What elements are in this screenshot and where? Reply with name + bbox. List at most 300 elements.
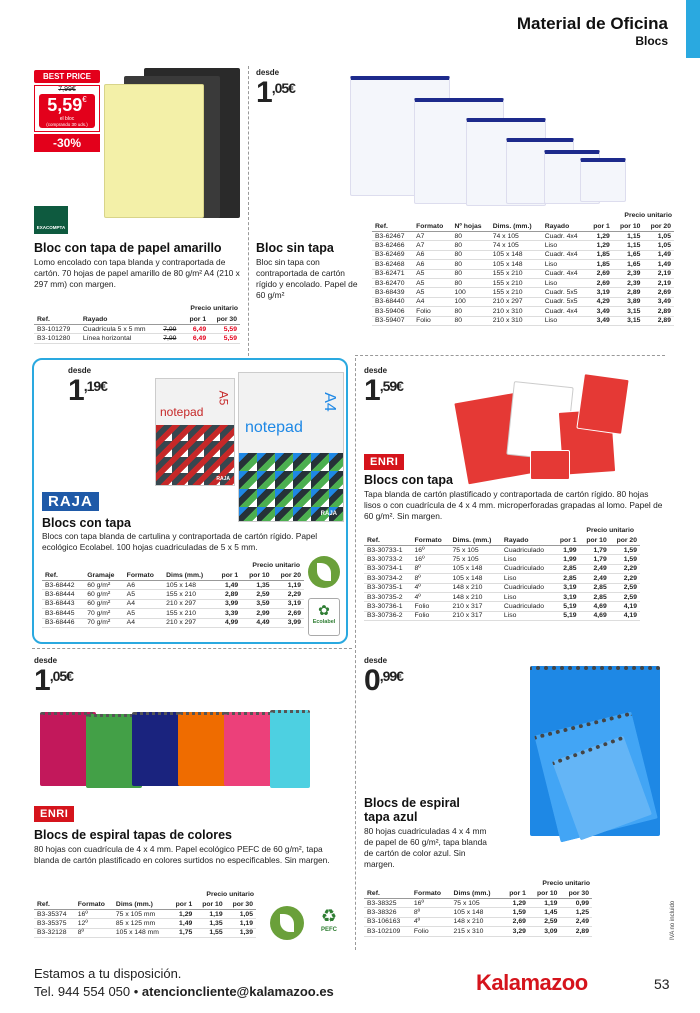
product-desc: 80 hojas cuadriculadas 4 x 4 mm de papel de 60 g/m², tapa blanda de cartón de color azul. Sin margen. (364, 826, 487, 869)
cell: 1,99 (554, 546, 580, 555)
cell: 155 x 210 (163, 590, 214, 599)
cell: B3-62470 (372, 278, 413, 287)
col-header: por 30 (226, 900, 256, 910)
cell: 1,85 (587, 260, 613, 269)
col-header: Formato (124, 571, 163, 581)
cell: 1,29 (587, 241, 613, 250)
cell: B3-35374 (34, 910, 75, 919)
desde-label: desde (34, 656, 58, 665)
cell: 155 x 210 (163, 609, 214, 618)
notepad-size: A4 (321, 392, 339, 412)
cell: A5 (413, 288, 451, 297)
cell: 2,89 (214, 590, 241, 599)
cell: 1,49 (214, 581, 241, 590)
table-row (364, 611, 640, 620)
cell: B3-59407 (372, 316, 413, 325)
cell: 1,85 (587, 250, 613, 259)
col-header: Ref. (42, 571, 84, 581)
cell: B3-30734-1 (364, 564, 412, 573)
cell: A5 (124, 609, 163, 618)
enri-notepads-image (440, 370, 660, 480)
cell: 16º (411, 899, 451, 908)
cell: 4,69 (580, 611, 610, 620)
cell-old-price: 7,99 (160, 325, 182, 334)
cell: 6,49 (183, 334, 209, 343)
table-row (364, 564, 640, 573)
cell: 1,19 (226, 919, 256, 928)
table-row (34, 928, 256, 937)
cell: 5,59 (209, 325, 240, 334)
cell: 12º (75, 919, 113, 928)
cell: A6 (124, 581, 163, 590)
cell: 1,65 (613, 250, 644, 259)
table-row (42, 581, 304, 590)
notepads-image (350, 70, 670, 210)
cell: B3-30734-2 (364, 574, 412, 583)
cell: 1,25 (560, 908, 592, 917)
cell: 2,69 (587, 278, 613, 287)
col-header: por 30 (560, 889, 592, 899)
table-row (364, 899, 592, 908)
cell: Cuadriculado (501, 564, 554, 573)
cell: Línea horizontal (80, 334, 160, 343)
cell: B3-38325 (364, 899, 411, 908)
cell: B3-68443 (42, 599, 84, 608)
cell: 105 x 148 (490, 250, 542, 259)
table-row (364, 602, 640, 611)
table-row (364, 927, 592, 936)
cell: 1,59 (610, 555, 640, 564)
cell: 155 x 210 (490, 278, 542, 287)
cell: 1,55 (195, 928, 225, 937)
table-row (364, 555, 640, 564)
cell: 148 x 210 (450, 592, 501, 601)
col-header: Formato (412, 536, 450, 546)
cell: 2,85 (580, 583, 610, 592)
cell: Liso (501, 611, 554, 620)
cell: 148 x 210 (450, 583, 501, 592)
cell: 8º (412, 574, 450, 583)
cell: B3-30735-1 (364, 583, 412, 592)
cell: Folio (412, 611, 450, 620)
col-header: por 20 (610, 536, 640, 546)
table-row (42, 609, 304, 618)
price-dec: ,99€ (379, 668, 403, 684)
cell: 210 x 317 (450, 611, 501, 620)
cell: Liso (501, 574, 554, 583)
cell: 6,49 (183, 325, 209, 334)
ecolabel-icon: ✿ Ecolabel (308, 598, 340, 636)
col-header: Dims (mm.) (113, 900, 169, 910)
cell: B3-30736-1 (364, 602, 412, 611)
cell: 1,29 (169, 910, 195, 919)
cell: 75 x 105 mm (113, 910, 169, 919)
best-price-note: el bloc (59, 116, 75, 122)
price-table (364, 536, 640, 621)
cell: 105 x 148 (451, 908, 502, 917)
col-header: Nº hojas (451, 222, 489, 232)
price-dec: ,59€ (379, 378, 403, 394)
cell: B3-38326 (364, 908, 411, 917)
cell: 155 x 210 (490, 269, 542, 278)
table-row (364, 574, 640, 583)
cell: 1,19 (273, 581, 304, 590)
cell: 2,85 (554, 564, 580, 573)
table-header (364, 536, 640, 546)
cell: 3,99 (273, 618, 304, 627)
cell: 80 (451, 260, 489, 269)
cell: 3,59 (241, 599, 272, 608)
enri-logo: ENRI (34, 806, 74, 822)
cell: 2,59 (241, 590, 272, 599)
pefc-icon: ♻ PEFC (310, 906, 348, 942)
cell: 3,19 (554, 592, 580, 601)
cell: 105 x 148 (450, 574, 501, 583)
price-dec: ,05€ (271, 80, 295, 96)
kalamazoo-logo: Kalamazoo (476, 970, 588, 995)
cell: 3,49 (587, 307, 613, 316)
product-desc: 80 hojas con cuadrícula de 4 x 4 mm. Papel ecológico PEFC de 60 g/m², tapa blanda de cartón plastificado en colores surtidos no especificables. Sin margen. (34, 844, 330, 865)
cell: Liso (542, 241, 587, 250)
cell: 105 x 148 (450, 564, 501, 573)
col-header: por 10 (613, 222, 644, 232)
cell: 16º (412, 555, 450, 564)
cell: 105 x 148 mm (113, 928, 169, 937)
cell: Cuadr. 4x4 (542, 307, 587, 316)
table-row (42, 590, 304, 599)
cell: 1,29 (502, 899, 529, 908)
cell: 5,59 (209, 334, 240, 343)
cell: B3-30733-2 (364, 555, 412, 564)
table-row (372, 288, 674, 297)
cell: 210 x 297 (163, 618, 214, 627)
col-header: por 1 (183, 315, 209, 325)
notepad-brand: RAJA (320, 511, 337, 517)
cell: A6 (413, 250, 451, 259)
best-price-badge (34, 70, 100, 180)
best-price-value: 5,59 (47, 95, 83, 115)
cell: B3-62469 (372, 250, 413, 259)
cell: 74 x 105 (490, 241, 542, 250)
cell: 70 g/m² (84, 609, 123, 618)
cell: 3,49 (587, 316, 613, 325)
cell: Cuadriculado (501, 602, 554, 611)
cell: 1,05 (643, 241, 674, 250)
cell: B3-102109 (364, 927, 411, 936)
cell: 0,99 (560, 899, 592, 908)
product-title: Blocs de espiral tapas de colores (34, 828, 232, 842)
cell: 2,89 (613, 288, 644, 297)
table-row (364, 592, 640, 601)
cell: 2,39 (613, 269, 644, 278)
price-table (372, 222, 674, 326)
cell: A4 (124, 599, 163, 608)
col-header: por 20 (273, 571, 304, 581)
divider (32, 648, 352, 649)
color-spiral-notebooks-image (40, 706, 310, 796)
page-number: 53 (654, 976, 670, 992)
exacompta-logo (34, 206, 68, 234)
cell: 80 (451, 316, 489, 325)
cell: B3-30736-2 (364, 611, 412, 620)
desde-label: desde (68, 366, 92, 375)
col-header: Ref. (34, 315, 80, 325)
blue-spiral-notebooks-image (500, 662, 670, 842)
product-title: Blocs con tapa (364, 473, 453, 487)
table-row (372, 241, 674, 250)
divider (355, 358, 356, 648)
cell: 8º (412, 564, 450, 573)
divider (248, 66, 249, 356)
price-dec: ,19€ (83, 378, 107, 394)
cell: 1,49 (169, 919, 195, 928)
cell: 1,79 (580, 546, 610, 555)
product-title: Blocs de espiral tapa azul (364, 796, 460, 824)
page-subtitle: Blocs (635, 34, 668, 48)
cell: Folio (412, 602, 450, 611)
ecolabel-text: Ecolabel (312, 619, 336, 625)
cell: 2,59 (610, 592, 640, 601)
col-header: por 30 (209, 315, 240, 325)
cell: B3-35375 (34, 919, 75, 928)
cell: 215 x 310 (451, 927, 502, 936)
cell: 100 (451, 288, 489, 297)
cell: Folio (413, 307, 451, 316)
cell: B3-68446 (42, 618, 84, 627)
price-table (34, 900, 256, 938)
cell: 105 x 148 (490, 260, 542, 269)
cell: 2,89 (643, 307, 674, 316)
cell: 1,59 (610, 546, 640, 555)
footer-contact (34, 984, 334, 999)
cell: 3,15 (613, 307, 644, 316)
col-header: por 10 (580, 536, 610, 546)
cell: 2,69 (643, 288, 674, 297)
desde-label: desde (364, 656, 388, 665)
cell: 16º (412, 546, 450, 555)
col-header: Dims (mm.) (451, 889, 502, 899)
cell: 105 x 148 (163, 581, 214, 590)
page-title: Material de Oficina (516, 14, 668, 33)
col-header: Formato (413, 222, 451, 232)
cell: 3,49 (643, 297, 674, 306)
cell: 210 x 297 (490, 297, 542, 306)
cell: A5 (413, 269, 451, 278)
footer-phone: Tel. 944 554 050 • (34, 984, 142, 999)
cell: A4 (413, 297, 451, 306)
cell: Liso (501, 555, 554, 564)
cell: 1,59 (502, 908, 529, 917)
cell: 85 x 125 mm (113, 919, 169, 928)
product-title: Bloc sin tapa (256, 241, 334, 255)
cell: Cuadr. 4x4 (542, 232, 587, 241)
cell: 1,49 (643, 250, 674, 259)
cell: A7 (413, 232, 451, 241)
price-int: 1 (364, 374, 380, 407)
col-header: por 1 (502, 889, 529, 899)
cell: B3-68442 (42, 581, 84, 590)
col-header: Rayado (542, 222, 587, 232)
price-from (364, 374, 403, 408)
cell: Cuadrícula 5 x 5 mm (80, 325, 160, 334)
cell: 3,19 (587, 288, 613, 297)
notepad-size: A5 (216, 390, 231, 406)
table-row (372, 278, 674, 287)
cell: 1,35 (241, 581, 272, 590)
cell-old-price: 7,99 (160, 334, 182, 343)
cell: 60 g/m² (84, 581, 123, 590)
cell: B3-62471 (372, 269, 413, 278)
col-header: Formato (411, 889, 451, 899)
cell: 8º (411, 908, 451, 917)
price-dec: ,05€ (49, 668, 73, 684)
cell: 1,19 (529, 899, 561, 908)
cell: Cuadriculado (501, 546, 554, 555)
table-header (372, 222, 674, 232)
cell: 60 g/m² (84, 599, 123, 608)
best-price-currency: € (82, 95, 87, 104)
table-row (34, 334, 240, 343)
cell: 1,05 (643, 232, 674, 241)
cell: 80 (451, 250, 489, 259)
cell: 1,19 (195, 910, 225, 919)
table-row (42, 599, 304, 608)
table-row (364, 546, 640, 555)
eco-leaf-icon (308, 556, 340, 588)
cell: Cuadriculado (501, 583, 554, 592)
cell: 4,99 (214, 618, 241, 627)
col-header: Ref. (364, 536, 412, 546)
cell: 80 (451, 232, 489, 241)
table-row (34, 919, 256, 928)
cell: 2,85 (580, 592, 610, 601)
cell: 1,05 (226, 910, 256, 919)
product-desc: Lomo encolado con tapa blanda y contraportada de cartón. 70 hojas de papel amarillo de 80 g/m² A4 (210 x 297 mm) con margen. (34, 257, 240, 289)
table-row (372, 260, 674, 269)
cell: 70 g/m² (84, 618, 123, 627)
table-header (34, 315, 240, 325)
notepad-label: notepad (160, 405, 204, 419)
best-price-old: 7,99€ (58, 86, 76, 93)
notepad-a4-image (238, 372, 344, 522)
col-header: por 1 (554, 536, 580, 546)
cell: 5,19 (554, 602, 580, 611)
cell: B3-32128 (34, 928, 75, 937)
cell: 2,19 (643, 278, 674, 287)
cell: Liso (542, 278, 587, 287)
cell: 3,19 (273, 599, 304, 608)
cell: Cuadr. 5x5 (542, 297, 587, 306)
cell: 80 (451, 241, 489, 250)
price-from (34, 664, 73, 698)
cell: 60 g/m² (84, 590, 123, 599)
cell: 1,49 (643, 260, 674, 269)
table-row (34, 325, 240, 334)
cell: 80 (451, 269, 489, 278)
cell: Liso (501, 592, 554, 601)
best-price-note2: (comprando 30 uds.) (46, 122, 88, 127)
cell: Folio (411, 927, 451, 936)
cell: 75 x 105 (451, 899, 502, 908)
discount-badge: -30% (34, 134, 100, 152)
cell: 2,59 (610, 583, 640, 592)
cell: 4º (412, 583, 450, 592)
exacompta-text: EXACOMPTA (36, 225, 66, 230)
cell: 16º (75, 910, 113, 919)
cell: A5 (413, 278, 451, 287)
cell: 210 x 297 (163, 599, 214, 608)
col-header: por 10 (195, 900, 225, 910)
price-int: 0 (364, 664, 380, 697)
price-from (256, 76, 295, 110)
cell: 3,09 (529, 927, 561, 936)
price-unit-label: Precio unitario (624, 212, 672, 219)
cell: 1,35 (195, 919, 225, 928)
cell: 2,69 (502, 917, 529, 926)
cell: 1,15 (613, 241, 644, 250)
cell: 2,29 (610, 564, 640, 573)
cell: Liso (542, 316, 587, 325)
cell: A4 (124, 618, 163, 627)
cell: 2,49 (580, 574, 610, 583)
cell: 3,89 (613, 297, 644, 306)
cell: 2,49 (580, 564, 610, 573)
cell: B3-68444 (42, 590, 84, 599)
col-header: por 1 (214, 571, 241, 581)
cell: 148 x 210 (451, 917, 502, 926)
cell: 3,39 (214, 609, 241, 618)
col-header: Ref. (372, 222, 413, 232)
footer-email[interactable]: atencioncliente@kalamazoo.es (141, 984, 334, 999)
col-header: Rayado (80, 315, 160, 325)
col-header: por 1 (169, 900, 195, 910)
cell: 3,19 (554, 583, 580, 592)
notepad-a5-image (155, 378, 235, 486)
cell: Cuadr. 5x5 (542, 288, 587, 297)
enri-logo: ENRI (364, 454, 404, 470)
product-title: Blocs con tapa (42, 516, 131, 530)
cell: 2,49 (560, 917, 592, 926)
col-header: Formato (75, 900, 113, 910)
price-unit-label: Precio unitario (190, 305, 238, 312)
price-from (68, 374, 107, 408)
cell: 80 (451, 307, 489, 316)
cell: A7 (413, 241, 451, 250)
cell: Liso (542, 260, 587, 269)
col-header: por 1 (587, 222, 613, 232)
table-row (372, 316, 674, 325)
table-row (372, 232, 674, 241)
cell: 210 x 310 (490, 316, 542, 325)
cell: 2,29 (610, 574, 640, 583)
cell: 1,99 (554, 555, 580, 564)
cell: 4º (412, 592, 450, 601)
cell: B3-30733-1 (364, 546, 412, 555)
cell: 210 x 310 (490, 307, 542, 316)
cell: 4,19 (610, 602, 640, 611)
cell: 2,59 (529, 917, 561, 926)
col-header: por 10 (241, 571, 272, 581)
cell: 4º (411, 917, 451, 926)
cell: A6 (413, 260, 451, 269)
cell: 2,39 (613, 278, 644, 287)
cell: 1,39 (226, 928, 256, 937)
cell: 1,79 (580, 555, 610, 564)
cell: 2,89 (560, 927, 592, 936)
table-row (42, 618, 304, 627)
cell: 4,49 (241, 618, 272, 627)
cell: Cuadr. 4x4 (542, 269, 587, 278)
